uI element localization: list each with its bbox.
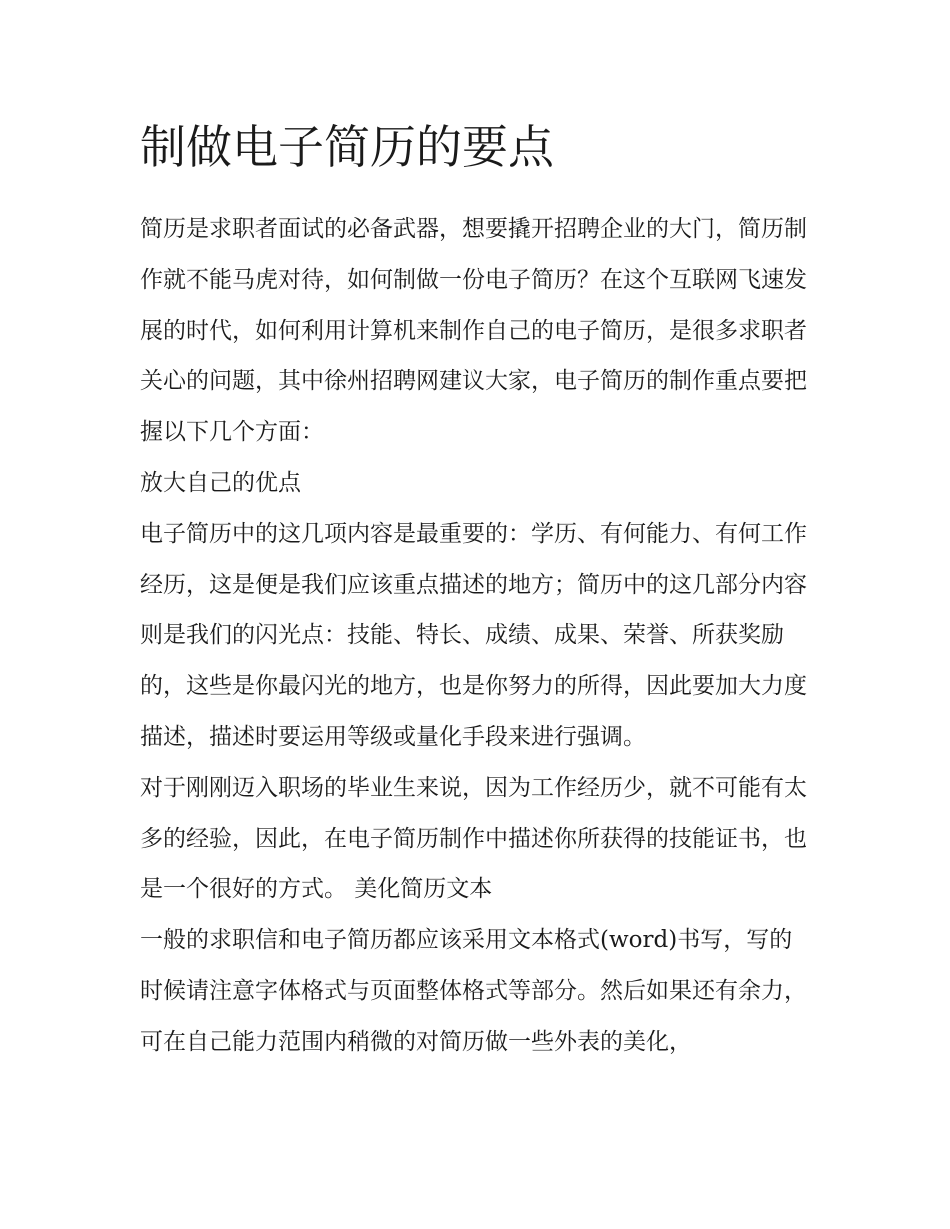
strengths-paragraph: 电子简历中的这几项内容是最重要的：学历、有何能力、有何工作经历，这是便是我们应该重点描述的地方；简历中的这几部分内容则是我们的闪光点：技能、特长、成绩、成果、荣誉、所获奖励的，这些是你最闪光的地方，也是你努力的所得，因此要加大力度描述，描述时要运用等级或量化手段来进行强调。 bbox=[140, 520, 807, 750]
graduates-paragraph: 对于刚刚迈入职场的毕业生来说，因为工作经历少，就不可能有太多的经验，因此，在电子简历制作中描述你所获得的技能证书，也是一个很好的方式。 美化简历文本 bbox=[140, 774, 807, 903]
section-heading-highlight-strengths: 放大自己的优点 bbox=[140, 469, 301, 496]
intro-paragraph: 简历是求职者面试的必备武器，想要撬开招聘企业的大门，简历制作就不能马虎对待，如何制做一份电子简历？在这个互联网飞速发展的时代，如何利用计算机来制作自己的电子简历，是很多求职者关心的问题，其中徐州招聘网建议大家，电子简历的制作重点要把握以下几个方面： bbox=[140, 216, 807, 446]
document-page bbox=[140, 112, 812, 1068]
formatting-paragraph: 一般的求职信和电子简历都应该采用文本格式(word)书写，写的时候请注意字体格式与页面整体格式等部分。然后如果还有余力，可在自己能力范围内稍微的对简历做一些外表的美化， bbox=[140, 927, 807, 1055]
document-title: 制做电子简历的要点 bbox=[140, 120, 554, 174]
